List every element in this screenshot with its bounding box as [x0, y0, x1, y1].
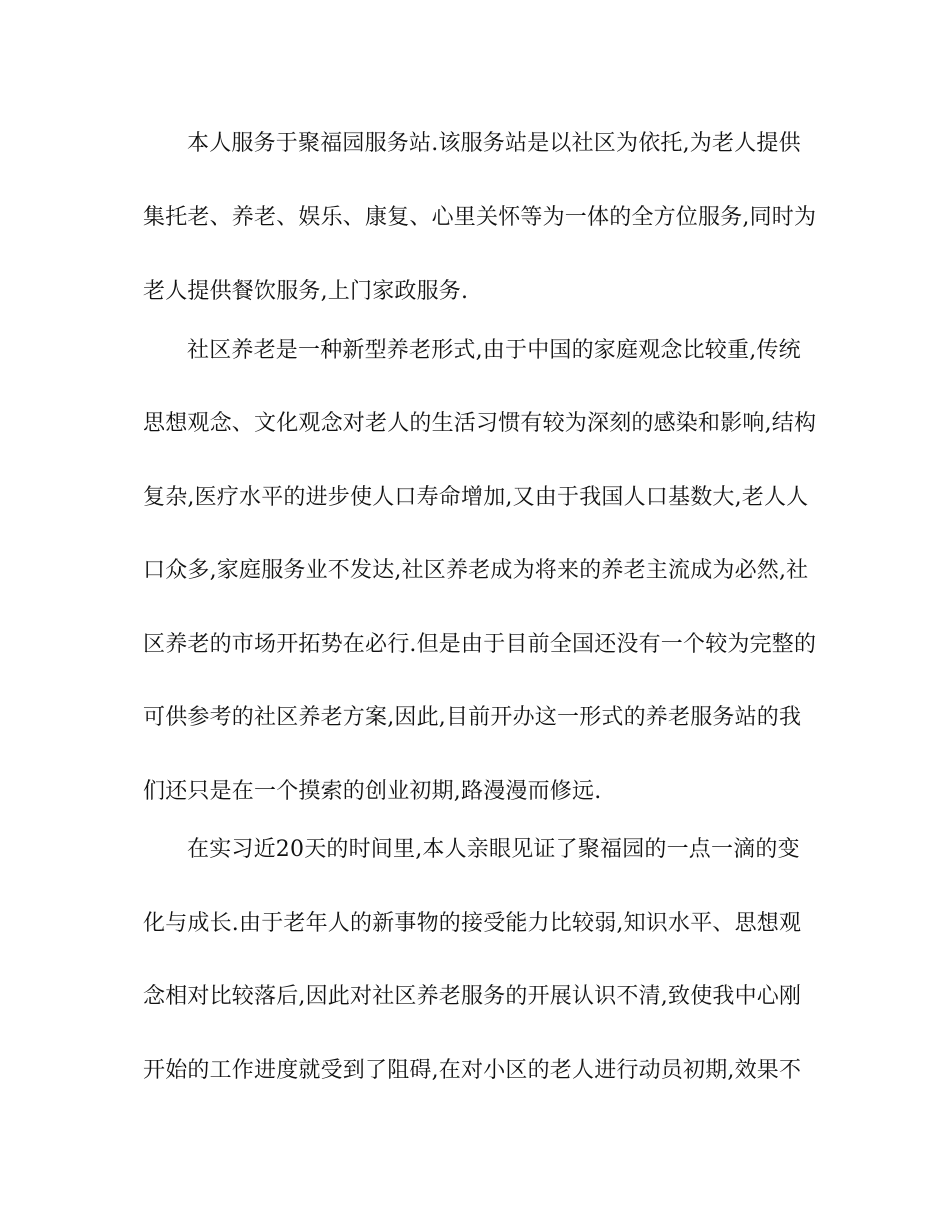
paragraph-3-line-4: 开始的工作进度就受到了阻碍,在对小区的老人进行动员初期,效果不	[143, 1058, 802, 1083]
paragraph-1-line-3: 老人提供餐饮服务,上门家政服务.	[143, 279, 469, 304]
paragraph-3-line-2: 化与成长.由于老年人的新事物的接受能力比较弱,知识水平、思想观	[143, 911, 802, 936]
paragraph-3-line-3: 念相对比较落后,因此对社区养老服务的开展认识不清,致使我中心刚	[143, 984, 802, 1009]
paragraph-2-line-3: 复杂,医疗水平的进步使人口寿命增加,又由于我国人口基数大,老人人	[143, 485, 809, 510]
paragraph-1-line-1: 本人服务于聚福园服务站.该服务站是以社区为依托,为老人提供	[187, 131, 801, 156]
paragraph-2-line-1: 社区养老是一种新型养老形式,由于中国的家庭观念比较重,传统	[187, 338, 801, 363]
paragraph-2-line-2: 思想观念、文化观念对老人的生活习惯有较为深刻的感染和影响,结构	[143, 411, 817, 436]
paragraph-2-line-4: 口众多,家庭服务业不发达,社区养老成为将来的养老主流成为必然,社	[143, 558, 809, 583]
paragraph-2-line-7: 们还只是在一个摸索的创业初期,路漫漫而修远.	[143, 779, 602, 804]
paragraph-2-line-5: 区养老的市场开拓势在必行.但是由于目前全国还没有一个较为完整的	[143, 632, 817, 657]
paragraph-1-line-2: 集托老、养老、娱乐、康复、心里关怀等为一体的全方位服务,同时为	[143, 205, 817, 230]
paragraph-3-line-1: 在实习近20天的时间里,本人亲眼见证了聚福园的一点一滴的变	[187, 837, 800, 862]
paragraph-2-line-6: 可供参考的社区养老方案,因此,目前开办这一形式的养老服务站的我	[143, 705, 802, 730]
